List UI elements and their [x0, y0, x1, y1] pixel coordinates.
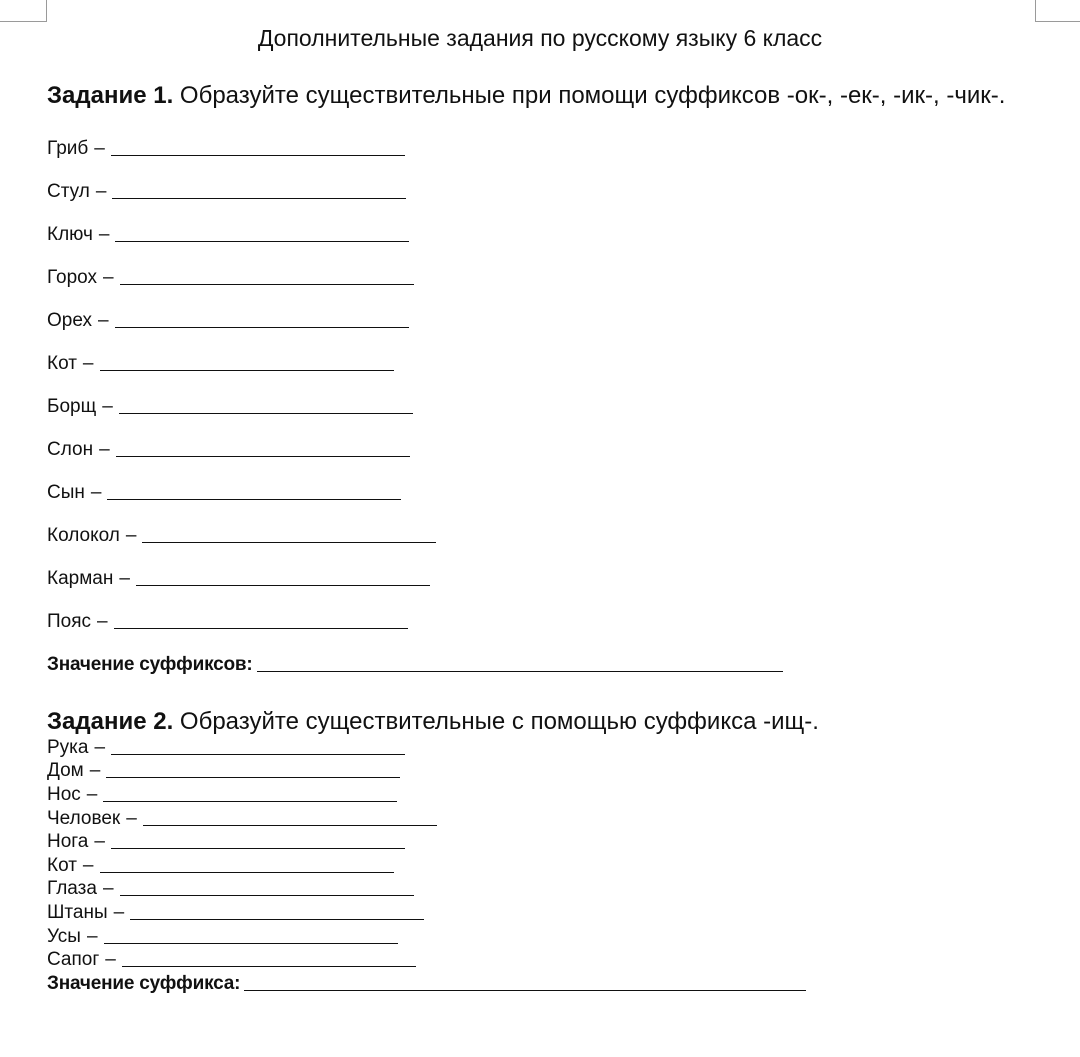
task-2-word: Кот — [47, 855, 77, 876]
task-1-instruction: Образуйте существительные при помощи суффиксов -ок-, -ек-, -ик-, -чик-. — [179, 82, 1006, 109]
task-1-row — [47, 396, 413, 418]
dash: – — [125, 525, 137, 546]
task-1-row — [47, 611, 408, 633]
answer-blank[interactable] — [122, 966, 416, 967]
task-2-meaning-label: Значение суффикса: — [47, 973, 241, 994]
meaning-answer-blank[interactable] — [244, 990, 806, 991]
task-2-meaning-row — [47, 973, 806, 995]
task-1-word: Гриб — [47, 138, 89, 159]
task-2-row — [47, 949, 416, 971]
task-1-label: Задание 1. — [47, 82, 174, 109]
task-2-word: Нога — [47, 831, 89, 852]
task-2-instruction: Образуйте существительные с помощью суффикса -ищ-. — [179, 708, 819, 735]
answer-blank[interactable] — [103, 801, 397, 802]
page-corner-mark-top-left — [0, 0, 47, 22]
task-1-row — [47, 482, 401, 504]
dash: – — [105, 949, 116, 970]
answer-blank[interactable] — [130, 919, 424, 920]
answer-blank[interactable] — [114, 628, 408, 629]
dash: – — [119, 568, 130, 589]
task-1-row — [47, 181, 406, 203]
dash: – — [86, 926, 98, 947]
dash: – — [94, 737, 106, 758]
task-1-row — [47, 525, 436, 547]
task-2-word: Сапог — [47, 949, 100, 970]
answer-blank[interactable] — [100, 370, 394, 371]
task-2-word: Человек — [47, 808, 121, 829]
answer-blank[interactable] — [111, 848, 405, 849]
task-2-row — [47, 902, 424, 924]
answer-blank[interactable] — [107, 499, 401, 500]
answer-blank[interactable] — [106, 777, 400, 778]
dash: – — [102, 396, 113, 417]
task-2-row — [47, 878, 414, 900]
task-1-word: Пояс — [47, 611, 92, 632]
task-1-word: Горох — [47, 267, 98, 288]
task-1-row — [47, 310, 409, 332]
dash: – — [113, 902, 125, 923]
answer-blank[interactable] — [111, 155, 405, 156]
answer-blank[interactable] — [111, 754, 405, 755]
task-2-word: Штаны — [47, 902, 108, 923]
answer-blank[interactable] — [142, 542, 436, 543]
dash: – — [98, 310, 109, 331]
task-2-row — [47, 737, 405, 759]
document-title: Дополнительные задания по русскому языку 6 класс — [257, 25, 823, 51]
dash: – — [99, 439, 110, 460]
task-1-word: Борщ — [47, 396, 97, 417]
dash: – — [90, 482, 102, 503]
task-1-row — [47, 353, 394, 375]
answer-blank[interactable] — [115, 327, 409, 328]
task-2-row — [47, 808, 437, 830]
task-1-word: Колокол — [47, 525, 120, 546]
task-1-row — [47, 138, 405, 160]
task-1-row — [47, 267, 414, 289]
dash: – — [103, 267, 114, 288]
task-2-word: Нос — [47, 784, 81, 805]
task-1-word: Орех — [47, 310, 92, 331]
task-2-row — [47, 831, 405, 853]
meaning-answer-blank[interactable] — [257, 671, 783, 672]
answer-blank[interactable] — [104, 943, 398, 944]
dash: – — [82, 855, 94, 876]
task-2-row — [47, 760, 400, 782]
task-2-row — [47, 926, 398, 948]
task-1-word: Ключ — [47, 224, 93, 245]
task-1-word: Кот — [47, 353, 77, 374]
dash: – — [97, 611, 108, 632]
answer-blank[interactable] — [120, 284, 414, 285]
page-corner-mark-top-right — [1035, 0, 1080, 22]
answer-blank[interactable] — [112, 198, 406, 199]
dash: – — [98, 224, 110, 245]
task-1-meaning-label: Значение суффиксов: — [47, 654, 253, 675]
task-2-row — [47, 784, 397, 806]
dash: – — [126, 808, 137, 829]
task-1-row — [47, 439, 410, 461]
task-2-word: Усы — [47, 926, 81, 947]
dash: – — [102, 878, 114, 899]
task-2-label: Задание 2. — [47, 708, 174, 735]
task-1-meaning-row — [47, 654, 783, 676]
task-1-word: Сын — [47, 482, 85, 503]
task-1-row — [47, 568, 430, 590]
answer-blank[interactable] — [120, 895, 414, 896]
dash: – — [94, 831, 105, 852]
dash: – — [82, 353, 94, 374]
task-1-heading — [47, 81, 1005, 111]
task-2-row — [47, 855, 394, 877]
task-2-heading — [47, 707, 819, 737]
answer-blank[interactable] — [100, 872, 394, 873]
answer-blank[interactable] — [116, 456, 410, 457]
dash: – — [89, 760, 101, 781]
task-1-word: Слон — [47, 439, 94, 460]
dash: – — [94, 138, 105, 159]
dash: – — [95, 181, 107, 202]
answer-blank[interactable] — [119, 413, 413, 414]
task-1-word: Стул — [47, 181, 90, 202]
dash: – — [86, 784, 98, 805]
answer-blank[interactable] — [143, 825, 437, 826]
answer-blank[interactable] — [136, 585, 430, 586]
task-1-row — [47, 224, 409, 246]
task-2-word: Дом — [47, 760, 84, 781]
task-1-word: Карман — [47, 568, 114, 589]
answer-blank[interactable] — [115, 241, 409, 242]
task-2-word: Глаза — [47, 878, 97, 899]
task-2-word: Рука — [47, 737, 89, 758]
